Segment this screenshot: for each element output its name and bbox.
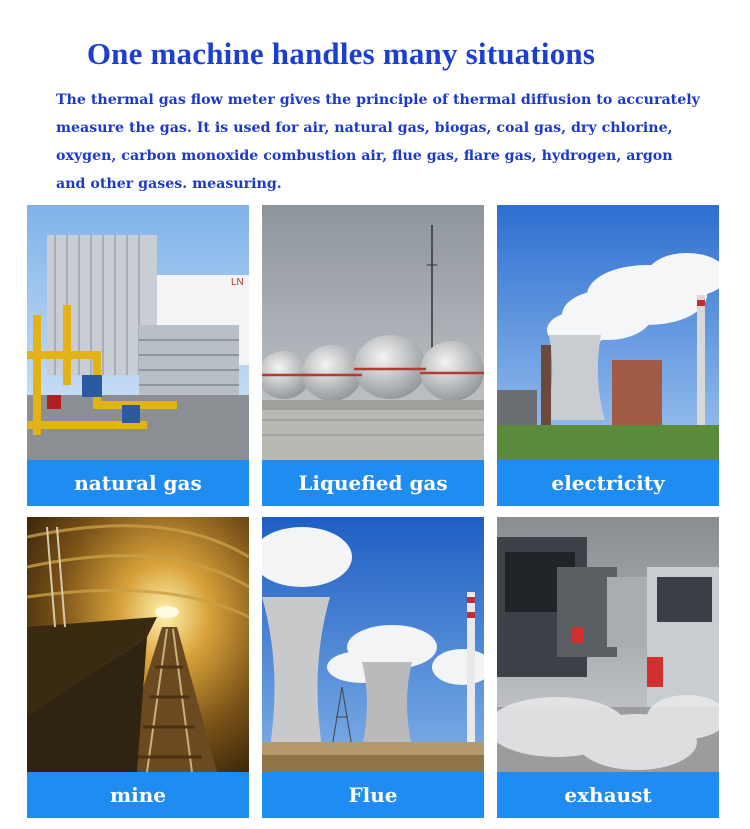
card-liquefied-gas: [262, 205, 484, 506]
card-exhaust: [497, 517, 719, 818]
liquefied-gas-photo: [262, 205, 484, 460]
card-label-electricity: electricity: [497, 460, 719, 506]
card-label-flue: Flue: [262, 772, 484, 818]
card-natural-gas: [27, 205, 249, 506]
card-electricity: [497, 205, 719, 506]
natural-gas-photo: [27, 205, 249, 460]
electricity-photo: [497, 205, 719, 460]
card-mine: [27, 517, 249, 818]
description-text: The thermal gas flow meter gives the principle of thermal diffusion to accurately measure the gas. It is used for air, natural gas, biogas, coal gas, dry chlorine, oxygen, carbon monoxide combustion air, flue gas, flare gas, hydrogen, argon and other gases. measuring.: [56, 92, 700, 192]
card-flue: [262, 517, 484, 818]
exhaust-photo: [497, 517, 719, 772]
mine-photo: [27, 517, 249, 772]
card-label-liquefied-gas: Liquefied gas: [262, 460, 484, 506]
card-label-exhaust: exhaust: [497, 772, 719, 818]
tank-sign: LN: [231, 277, 244, 288]
card-label-mine: mine: [27, 772, 249, 818]
card-label-natural-gas: natural gas: [27, 460, 249, 506]
flue-photo: [262, 517, 484, 772]
page-title: One machine handles many situations: [86, 36, 596, 71]
